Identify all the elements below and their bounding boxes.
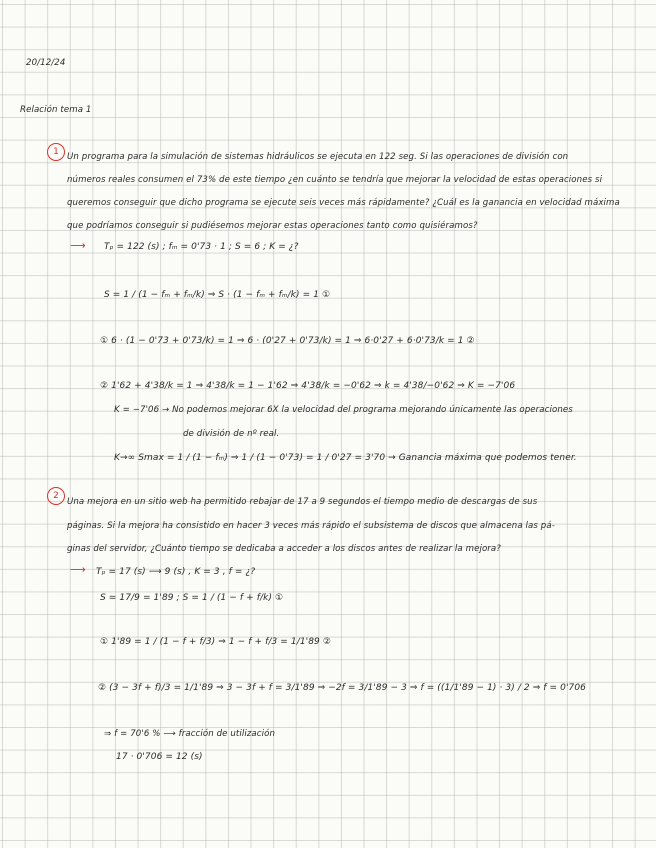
arrow-icon: ⟶: [70, 563, 86, 576]
exercise-1-data: Tₚ = 122 (s) ; fₘ = 0'73 · 1 ; S = 6 ; K = ¿?: [104, 242, 299, 252]
exercise-1-statement-line: queremos conseguir que dicho programa se ejecute seis veces más rápidamente? ¿Cuál es la ganancia en velocidad máxima: [67, 198, 620, 208]
exercise-1-formula: ② 1'62 + 4'38/k = 1 ⇒ 4'38/k = 1 − 1'62 ⇒ 4'38/k = −0'62 ⇒ k = 4'38/−0'62 ⇒ K = −7'06: [100, 381, 516, 391]
exercise-1-formula: S = 1 / (1 − fₘ + fₘ/k) ⇒ S · (1 − fₘ + fₘ/k) = 1 ①: [104, 290, 331, 300]
exercise-2-final: 17 · 0'706 = 12 (s): [116, 752, 203, 762]
exercise-1-statement-line: que podríamos conseguir si pudiésemos mejorar estas operaciones tanto como quisiéramos?: [67, 221, 478, 231]
exercise-2-number: 2: [47, 487, 65, 505]
exercise-2-result: ⇒ f = 70'6 % ⟶ fracción de utilización: [104, 729, 276, 739]
exercise-2-formula: S = 17/9 = 1'89 ; S = 1 / (1 − f + f/k) ①: [100, 593, 284, 603]
exercise-1-number: 1: [47, 143, 65, 161]
exercise-2-data: Tₚ = 17 (s) ⟶ 9 (s) , K = 3 , f = ¿?: [96, 567, 256, 577]
exercise-1-max-speedup: K→∞ Smax = 1 / (1 − fₘ) ⇒ 1 / (1 − 0'73) = 1 / 0'27 = 3'70 → Ganancia máxima que podemos tener.: [114, 453, 577, 463]
exercise-1-conclusion: de división de nº real.: [183, 429, 280, 439]
exercise-1-formula: ① 6 · (1 − 0'73 + 0'73/k) = 1 ⇒ 6 · (0'27 + 0'73/k) = 1 ⇒ 6·0'27 + 6·0'73/k = 1 ②: [100, 336, 475, 346]
exercise-2-statement-line: Una mejora en un sitio web ha permitido rebajar de 17 a 9 segundos el tiempo medio de descargas de sus: [67, 497, 538, 507]
exercise-1-conclusion: K = −7'06 → No podemos mejorar 6X la velocidad del programa mejorando únicamente las operaciones: [114, 405, 573, 415]
exercise-2-statement-line: ginas del servidor, ¿Cuánto tiempo se dedicaba a acceder a los discos antes de realizar la mejora?: [67, 544, 501, 554]
exercise-2-formula: ② (3 − 3f + f)/3 = 1/1'89 ⇒ 3 − 3f + f = 3/1'89 ⇒ −2f = 3/1'89 − 3 ⇒ f = ((1/1'89 − 1) · 3) / 2 ⇒ f = 0'706: [98, 683, 587, 693]
date: 20/12/24: [26, 58, 66, 68]
page-heading: Relación tema 1: [20, 105, 92, 115]
exercise-2-formula: ① 1'89 = 1 / (1 − f + f/3) ⇒ 1 − f + f/3 = 1/1'89 ②: [100, 637, 332, 647]
exercise-1-statement-line: Un programa para la simulación de sistemas hidráulicos se ejecuta en 122 seg. Si las operaciones de división con: [67, 152, 569, 162]
exercise-2-statement-line: páginas. Si la mejora ha consistido en hacer 3 veces más rápido el subsistema de discos que almacena las pá-: [67, 521, 555, 531]
exercise-1-statement-line: números reales consumen el 73% de este tiempo ¿en cuánto se tendría que mejorar la velocidad de estas operaciones si: [67, 175, 603, 185]
arrow-icon: ⟶: [70, 239, 86, 252]
